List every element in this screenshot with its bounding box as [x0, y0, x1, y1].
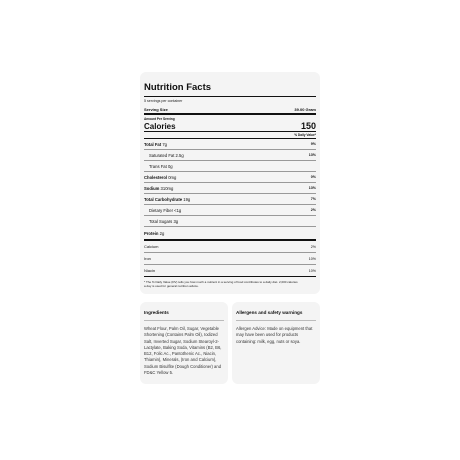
calories-label: Calories	[144, 121, 176, 131]
nutrient-row	[144, 215, 316, 226]
nutrient-name: Total Fat	[144, 141, 162, 147]
allergens-text: Allergen Advice: Made on equipment that may have been used for products containing: milk, egg, nuts or soya.	[236, 326, 313, 344]
daily-value-header: % Daily Value*	[294, 133, 316, 137]
nutrient-row	[144, 182, 316, 193]
allergens-divider	[236, 320, 316, 321]
label-title: Nutrition Facts	[144, 82, 212, 93]
vitamin-name: Niacin	[144, 268, 156, 273]
nutrient-pct: 13%	[308, 186, 316, 190]
nutrient-name: Saturated Fat	[149, 152, 175, 158]
vitamin-row	[144, 241, 316, 252]
vitamin-row	[144, 252, 316, 264]
nutrient-name: Sodium	[144, 185, 160, 191]
nutrient-row	[144, 193, 316, 204]
vitamin-name: Calcium	[144, 244, 159, 249]
nutrient-pct: 0%	[310, 175, 316, 179]
nutrient-amount: 2.5g	[175, 152, 184, 158]
vitamin-pct: 10%	[308, 256, 316, 261]
title-divider	[144, 96, 316, 97]
nutrient-name: Trans Fat	[149, 163, 167, 169]
nutrient-amount: 7g	[162, 141, 167, 147]
nutrient-amount: <1g	[174, 207, 182, 213]
ingredients-card	[140, 302, 228, 384]
nutrient-amount: 19g	[183, 196, 191, 202]
servings-per-container: 5 servings per container	[144, 99, 183, 103]
calories-row	[144, 121, 316, 131]
nutrient-amount: 3g	[173, 218, 179, 224]
nutrient-amount: 310mg	[160, 185, 174, 191]
nutrient-amount: 2g	[159, 230, 165, 236]
calories-value: 150	[300, 121, 316, 131]
serving-size-row	[144, 105, 316, 113]
amount-per-serving: Amount Per Serving	[144, 117, 175, 121]
nutrient-row	[144, 139, 316, 149]
nutrient-pct: 9%	[310, 142, 316, 146]
nutrient-name: Protein	[144, 230, 159, 236]
serving-size-value: 39.00 Gram	[294, 106, 316, 112]
nutrient-row	[144, 226, 316, 239]
nutrient-name: Total Carbohydrate	[144, 196, 183, 202]
vitamin-name: Iron	[144, 256, 151, 261]
nutrient-name: Dietary Fiber	[149, 207, 173, 213]
nutrient-row	[144, 160, 316, 171]
daily-value-footnote: * The % Daily Value (DV) tells you how much a nutrient in a serving of food contributes to a daily diet. 2,000 calories a day is used for general nutrition advice.	[144, 280, 298, 289]
nutrient-row	[144, 149, 316, 160]
nutrient-name: Cholesterol	[144, 174, 168, 180]
vitamin-row	[144, 264, 316, 276]
nutrient-amount: 0g	[167, 163, 173, 169]
vitamins-divider	[144, 276, 316, 277]
ingredients-title: Ingredients	[144, 310, 169, 315]
nutrition-facts-label	[140, 72, 320, 294]
nutrient-name: Total Sugars	[149, 218, 173, 224]
ingredients-text: Wheat Flour, Palm Oil, Sugar, Vegetable Shortening (Contains Palm Oil), Iodized Salt, Inverted Sugar, Sodium Stearoyl-2-Lactylate, Baking Soda, Vitamins (B2, B6, B12, Folic Ac., Pantothenic Ac., Niacin, Thiamin), Minerals, (Iron and Calcium), Sodium Bisulfite (Dough Conditioner) and FD&C Yellow 5.	[144, 326, 222, 376]
serving-size-label: Serving Size	[144, 106, 168, 112]
nutrient-pct: 13%	[308, 153, 316, 157]
nutrient-pct: 2%	[310, 208, 316, 212]
allergens-card	[232, 302, 320, 384]
allergens-title: Allergens and safety warnings	[236, 310, 303, 315]
nutrient-row	[144, 204, 316, 215]
vitamin-pct: 2%	[310, 244, 316, 249]
ingredients-divider	[144, 320, 224, 321]
vitamin-pct: 10%	[308, 268, 316, 273]
serving-divider	[144, 113, 316, 115]
nutrient-row	[144, 171, 316, 182]
nutrient-amount: 0mg	[168, 174, 177, 180]
nutrient-pct: 7%	[310, 197, 316, 201]
